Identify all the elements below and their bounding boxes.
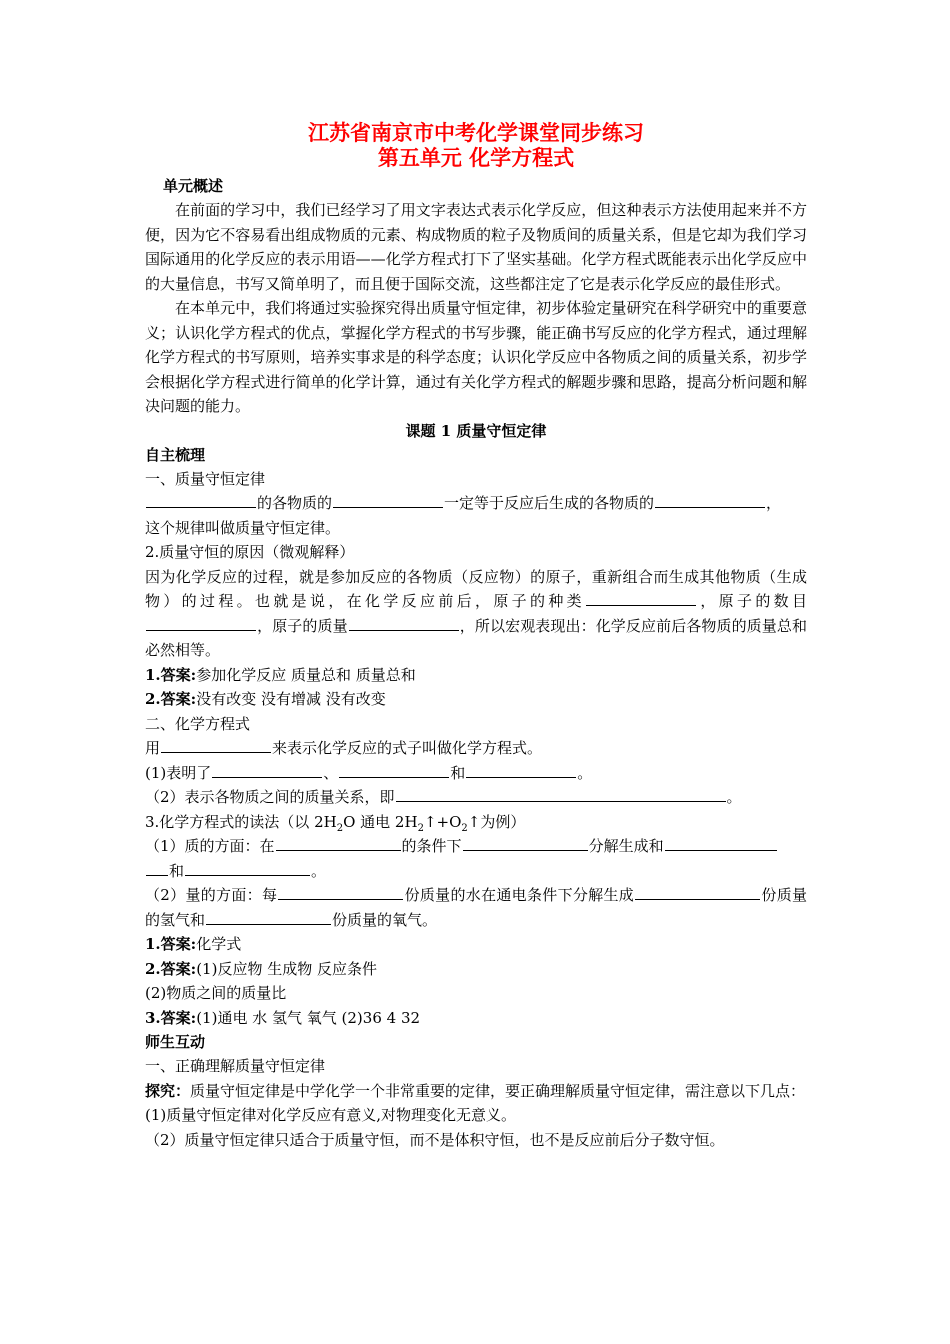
text-segment: 一定等于反应后生成的各物质的 xyxy=(444,494,655,512)
blank-18[interactable] xyxy=(206,909,331,925)
answer-text: 没有改变 没有增减 没有改变 xyxy=(196,690,386,708)
text-segment: 份质量的氢气和 xyxy=(145,886,807,929)
text-segment: 份质量的氧气。 xyxy=(332,910,438,929)
overview-heading: 单元概述 xyxy=(163,177,224,195)
blank-1[interactable] xyxy=(146,492,256,508)
text-segment: O 通电 2H xyxy=(343,812,418,831)
point-2: （2）质量守恒定律只适合于质量守恒，而不是体积守恒，也不是反应前后分子数守恒。 xyxy=(145,1130,725,1149)
fill-in-definition xyxy=(145,491,807,540)
equation-meaning-1 xyxy=(145,761,807,786)
text-segment: ↑为例） xyxy=(467,812,526,831)
text-segment: 这个规律叫做质量守恒定律。 xyxy=(145,518,341,537)
blank-13[interactable] xyxy=(463,835,588,851)
text-segment: 因为化学反应的过程，就是参加反应的各物质（反应物）的原子，重新组合而生成其他物质（生成物）的过程。也就是说，在化学反应前后，原子的种类 xyxy=(145,567,807,610)
answer-label: 3.答案: xyxy=(145,1008,197,1027)
reading-quality xyxy=(145,834,807,883)
blank-17[interactable] xyxy=(635,884,760,900)
interaction-section-1-heading: 一、正确理解质量守恒定律 xyxy=(145,1057,326,1075)
blank-15[interactable] xyxy=(185,860,310,876)
title-line-1: 江苏省南京市中考化学课堂同步练习 xyxy=(308,120,644,145)
blank-9[interactable] xyxy=(339,762,449,778)
answer-2-2b: (2)物质之间的质量比 xyxy=(145,984,287,1002)
answer-text: (1)反应物 生成物 反应条件 xyxy=(196,959,377,978)
section-2-heading: 二、化学方程式 xyxy=(145,714,251,733)
overview-paragraph-1: 在前面的学习中，我们已经学习了用文字表达式表示化学反应，但这种表示方法使用起来并不方便，因为它不容易看出组成物质的元素、构成物质的粒子及物质间的质量关系，但是它却为我们学习国际通用的化学反应的表示用语——化学方程式打下了坚实基础。化学方程式既能表示出化学反应中的大量信息，书写又简单明了，而且便于国际交流，这些都注定了它是表示化学反应的最佳形式。 xyxy=(145,201,807,293)
equation-meaning-2 xyxy=(145,785,807,810)
text-segment: 、 xyxy=(323,763,339,782)
answer-text: 参加化学反应 质量总和 质量总和 xyxy=(196,665,416,684)
text-segment: （1）质的方面：在 xyxy=(145,837,275,855)
interaction-heading: 师生互动 xyxy=(145,1033,206,1051)
section-1-heading: 一、质量守恒定律 xyxy=(145,469,266,488)
blank-7[interactable] xyxy=(161,737,271,753)
text-segment: 份质量的水在通电条件下分解生成 xyxy=(404,886,635,904)
answer-text: 化学式 xyxy=(196,935,242,953)
blank-10[interactable] xyxy=(466,762,576,778)
text-segment: 。 xyxy=(311,861,327,880)
answer-1 xyxy=(145,663,807,688)
answer-2-1 xyxy=(145,932,807,957)
answer-label: 1.答案: xyxy=(145,665,197,684)
text-segment: 。 xyxy=(726,788,742,806)
text-segment: 3.化学方程式的读法（以 2H xyxy=(145,812,337,831)
explore-text: 质量守恒定律是中学化学一个非常重要的定律，要正确理解质量守恒定律，需注意以下几点： xyxy=(190,1081,806,1100)
text-segment: （2）表示各物质之间的质量关系，即 xyxy=(145,788,395,806)
section-1-2-heading: 2.质量守恒的原因（微观解释） xyxy=(145,543,355,561)
title-line-2: 第五单元 化学方程式 xyxy=(377,145,575,170)
document-title xyxy=(145,120,807,170)
equation-definition xyxy=(145,736,807,761)
answer-label: 2.答案: xyxy=(145,959,197,978)
text-segment: 和 xyxy=(169,861,185,880)
answer-2-3 xyxy=(145,1006,807,1031)
answer-label: 1.答案: xyxy=(145,935,197,953)
blank-6[interactable] xyxy=(349,615,459,631)
text-segment: 。 xyxy=(577,763,593,782)
text-segment: (1)表明了 xyxy=(145,763,212,782)
text-segment: ↑+O xyxy=(423,812,462,831)
blank-8[interactable] xyxy=(212,762,322,778)
blank-3[interactable] xyxy=(655,492,765,508)
text-segment: ，原子的数目 xyxy=(696,592,807,610)
text-segment: 来表示化学反应的式子叫做化学方程式。 xyxy=(272,739,543,757)
point-1: (1)质量守恒定律对化学反应有意义,对物理变化无意义。 xyxy=(145,1106,517,1124)
blank-14[interactable] xyxy=(665,835,777,851)
subscript: 2 xyxy=(461,822,468,834)
blank-16[interactable] xyxy=(278,884,403,900)
explore-label: 探究： xyxy=(145,1081,191,1100)
answer-2 xyxy=(145,687,807,712)
subscript: 2 xyxy=(336,822,344,834)
page-content xyxy=(145,120,807,1152)
text-segment: 分解生成和 xyxy=(588,837,664,855)
reading-quantity xyxy=(145,883,807,932)
blank-12[interactable] xyxy=(276,835,401,851)
lesson-title: 课题 1 质量守恒定律 xyxy=(405,421,547,440)
overview-paragraph-2: 在本单元中，我们将通过实验探究得出质量守恒定律，初步体验定量研究在科学研究中的重要意义；认识化学方程式的优点，掌握化学方程式的书写步骤，能正确书写反应的化学方程式，通过理解化学方程式的书写原则，培养实事求是的科学态度；认识化学反应中各物质之间的质量关系，初步学会根据化学方程式进行简单的化学计算，通过有关化学方程式的解题步骤和思路，提高分析问题和解决问题的能力。 xyxy=(145,299,807,415)
blank-11[interactable] xyxy=(396,786,726,802)
blank-5[interactable] xyxy=(146,615,256,631)
subscript: 2 xyxy=(417,822,424,834)
answer-label: 2.答案: xyxy=(145,690,197,708)
text-segment: ，原子的质量 xyxy=(257,616,348,635)
text-segment: 的条件下 xyxy=(401,837,462,855)
reading-method-heading xyxy=(145,810,807,835)
blank-2[interactable] xyxy=(333,492,443,508)
self-study-heading: 自主梳理 xyxy=(145,445,206,464)
text-segment: 用 xyxy=(145,739,161,757)
answer-2-2 xyxy=(145,957,807,982)
text-segment: （2）量的方面：每 xyxy=(145,886,278,904)
micro-explanation xyxy=(145,565,807,663)
blank-14-cont[interactable] xyxy=(146,860,168,876)
answer-text: (1)通电 水 氢气 氧气 (2)36 4 32 xyxy=(196,1008,421,1027)
text-segment: 的各物质的 xyxy=(257,494,333,512)
explore-paragraph xyxy=(145,1079,807,1104)
text-segment: 和 xyxy=(450,763,466,782)
blank-4[interactable] xyxy=(586,590,696,606)
text-segment: ， xyxy=(766,494,782,512)
text-segment: ，所以宏观表现出：化学反应前后各物质的质量总和必然相等。 xyxy=(145,616,807,659)
